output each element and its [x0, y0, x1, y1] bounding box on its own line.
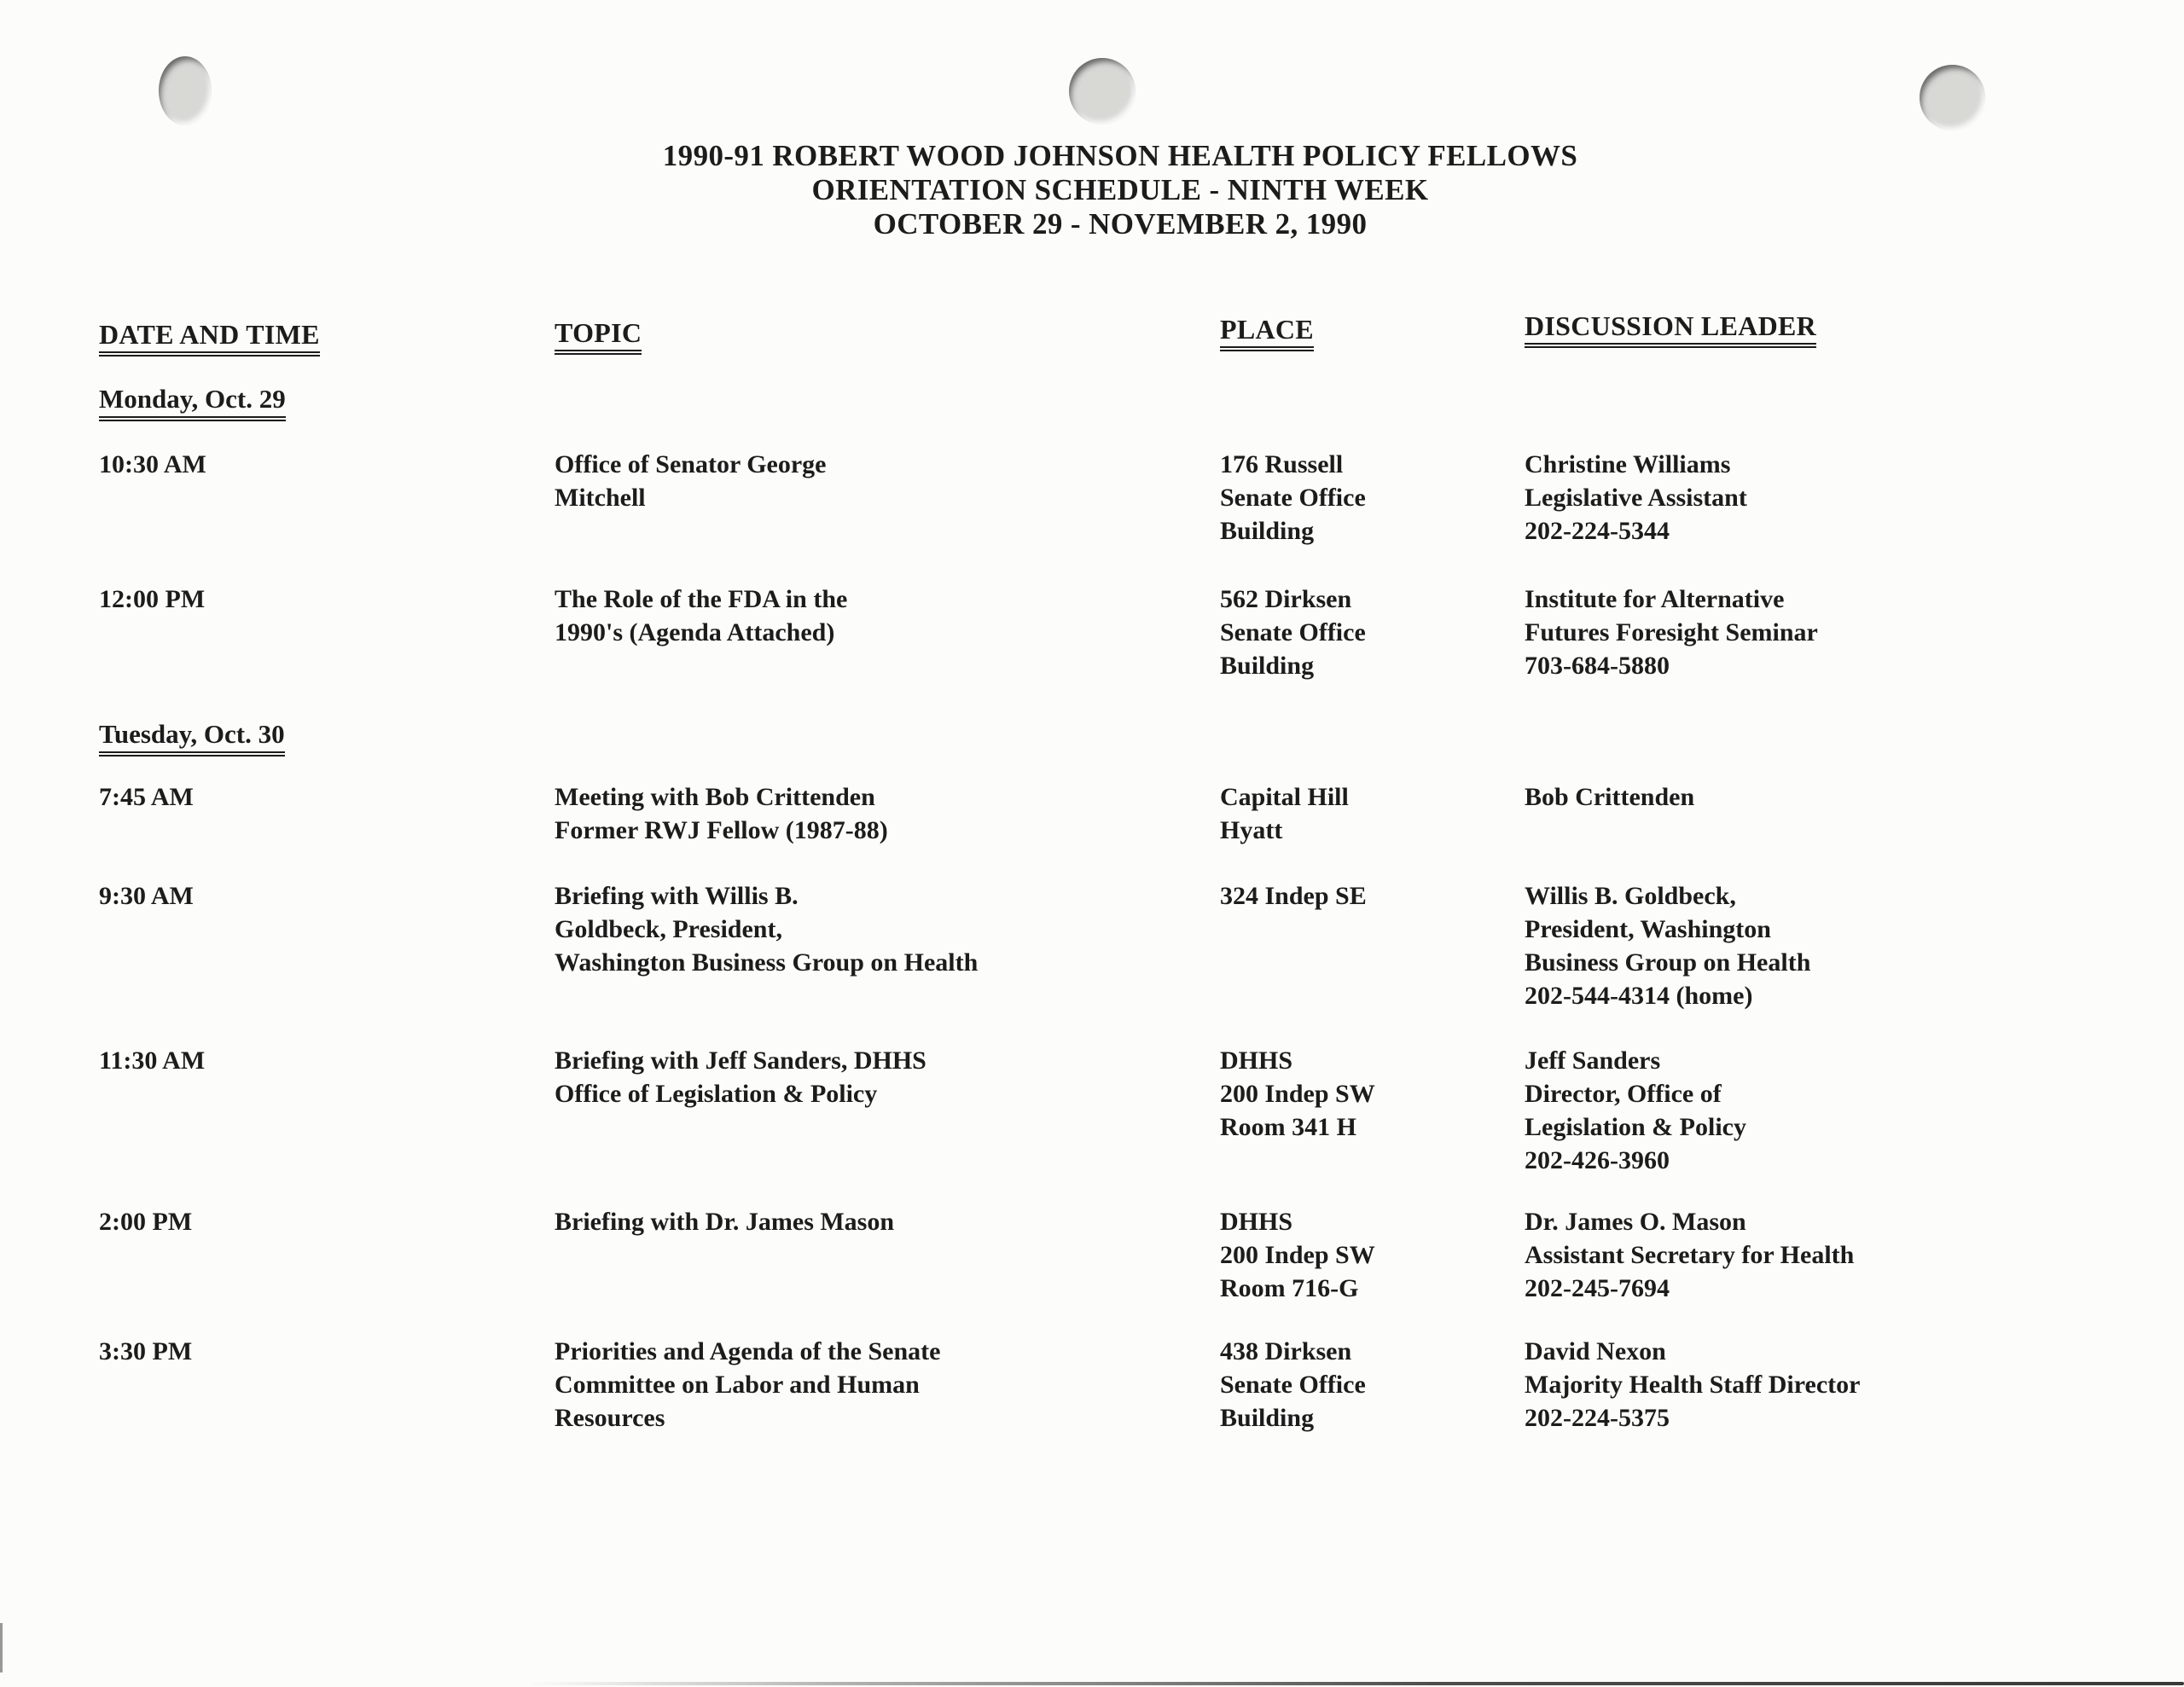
topic-line: Priorities and Agenda of the Senate: [555, 1337, 941, 1365]
leader-line: President, Washington: [1525, 915, 1771, 943]
place-line: Senate Office: [1220, 484, 1366, 512]
place-cell: [1220, 1205, 1375, 1305]
hole-punch-icon: [159, 56, 212, 125]
place-line: Capital Hill: [1220, 783, 1349, 811]
time-cell: 11:30 AM: [99, 1046, 206, 1075]
topic-line: Briefing with Willis B.: [555, 882, 799, 910]
place-line: Senate Office: [1220, 1371, 1366, 1399]
place-line: Building: [1220, 652, 1315, 680]
document-title: [28, 139, 2184, 241]
day-heading: Tuesday, Oct. 30: [99, 719, 285, 757]
leader-line: David Nexon: [1525, 1337, 1666, 1365]
title-line: OCTOBER 29 - NOVEMBER 2, 1990: [873, 207, 1368, 241]
leader-line: Institute for Alternative: [1525, 585, 1785, 613]
place-cell: [1220, 583, 1366, 682]
place-line: 200 Indep SW: [1220, 1080, 1375, 1108]
place-cell: [1220, 780, 1349, 847]
topic-cell: [555, 448, 827, 514]
place-line: 200 Indep SW: [1220, 1241, 1375, 1269]
leader-line: 703-684-5880: [1525, 652, 1670, 680]
leader-line: Business Group on Health: [1525, 948, 1811, 977]
column-header-topic: TOPIC: [555, 317, 642, 355]
leader-line: Legislation & Policy: [1525, 1113, 1746, 1141]
title-line: ORIENTATION SCHEDULE - NINTH WEEK: [811, 173, 1429, 206]
time-cell: 10:30 AM: [99, 450, 206, 478]
time-cell: 7:45 AM: [99, 783, 194, 811]
topic-line: Committee on Labor and Human: [555, 1371, 920, 1399]
place-cell: [1220, 879, 1367, 913]
place-line: DHHS: [1220, 1046, 1293, 1075]
column-header-date-time: DATE AND TIME: [99, 319, 320, 357]
time-cell: 12:00 PM: [99, 585, 206, 613]
place-cell: [1220, 1044, 1375, 1144]
topic-cell: [555, 1205, 894, 1238]
topic-line: Office of Legislation & Policy: [555, 1080, 878, 1108]
place-line: Room 341 H: [1220, 1113, 1356, 1141]
time-cell: 2:00 PM: [99, 1208, 193, 1236]
hole-punch-icon: [1069, 58, 1136, 125]
leader-cell: [1525, 1335, 1860, 1435]
place-line: 438 Dirksen: [1220, 1337, 1352, 1365]
topic-line: Office of Senator George: [555, 450, 827, 478]
leader-line: 202-245-7694: [1525, 1274, 1670, 1302]
leader-cell: [1525, 879, 1810, 1012]
leader-line: Dr. James O. Mason: [1525, 1208, 1746, 1236]
column-header-place: PLACE: [1220, 314, 1314, 351]
leader-line: Director, Office of: [1525, 1080, 1722, 1108]
topic-cell: [555, 583, 847, 649]
topic-line: Briefing with Dr. James Mason: [555, 1208, 895, 1236]
leader-line: 202-426-3960: [1525, 1146, 1670, 1174]
topic-line: Washington Business Group on Health: [555, 948, 979, 977]
topic-line: 1990's (Agenda Attached): [555, 618, 835, 646]
topic-cell: [555, 1335, 940, 1435]
place-line: 176 Russell: [1220, 450, 1344, 478]
time-cell: 9:30 AM: [99, 882, 194, 910]
place-line: Building: [1220, 1404, 1315, 1432]
topic-cell: [555, 879, 978, 979]
place-line: 324 Indep SE: [1220, 882, 1367, 910]
leader-cell: [1525, 448, 1747, 548]
leader-line: Legislative Assistant: [1525, 484, 1747, 512]
title-line: 1990-91 ROBERT WOOD JOHNSON HEALTH POLICY FELLOWS: [662, 139, 1578, 172]
topic-line: Resources: [555, 1404, 665, 1432]
time-cell: 3:30 PM: [99, 1337, 193, 1365]
place-line: DHHS: [1220, 1208, 1293, 1236]
paper-edge-shadow: [529, 1682, 2184, 1685]
leader-line: Assistant Secretary for Health: [1525, 1241, 1855, 1269]
place-line: 562 Dirksen: [1220, 585, 1352, 613]
leader-line: 202-224-5375: [1525, 1404, 1670, 1432]
leader-line: Willis B. Goldbeck,: [1525, 882, 1736, 910]
topic-line: Briefing with Jeff Sanders, DHHS: [555, 1046, 926, 1075]
leader-line: Majority Health Staff Director: [1525, 1371, 1861, 1399]
leader-cell: [1525, 1205, 1854, 1305]
topic-line: Meeting with Bob Crittenden: [555, 783, 875, 811]
leader-cell: [1525, 1044, 1746, 1177]
place-line: Senate Office: [1220, 618, 1366, 646]
topic-cell: [555, 1044, 926, 1110]
place-line: Room 716-G: [1220, 1274, 1359, 1302]
topic-line: Goldbeck, President,: [555, 915, 782, 943]
topic-line: Mitchell: [555, 484, 646, 512]
hole-punch-icon: [1920, 65, 1985, 130]
leader-line: 202-224-5344: [1525, 517, 1670, 545]
leader-line: Jeff Sanders: [1525, 1046, 1661, 1075]
topic-cell: [555, 780, 888, 847]
topic-line: The Role of the FDA in the: [555, 585, 848, 613]
scan-artifact: [0, 1623, 3, 1673]
column-header-leader: DISCUSSION LEADER: [1525, 310, 1816, 348]
leader-line: Futures Foresight Seminar: [1525, 618, 1818, 646]
place-cell: [1220, 1335, 1366, 1435]
topic-line: Former RWJ Fellow (1987-88): [555, 816, 888, 844]
place-line: Hyatt: [1220, 816, 1283, 844]
leader-cell: [1525, 583, 1818, 682]
leader-line: 202-544-4314 (home): [1525, 982, 1753, 1010]
leader-line: Bob Crittenden: [1525, 783, 1695, 811]
day-heading: Monday, Oct. 29: [99, 384, 286, 421]
place-line: Building: [1220, 517, 1315, 545]
place-cell: [1220, 448, 1366, 548]
leader-line: Christine Williams: [1525, 450, 1731, 478]
leader-cell: [1525, 780, 1694, 814]
